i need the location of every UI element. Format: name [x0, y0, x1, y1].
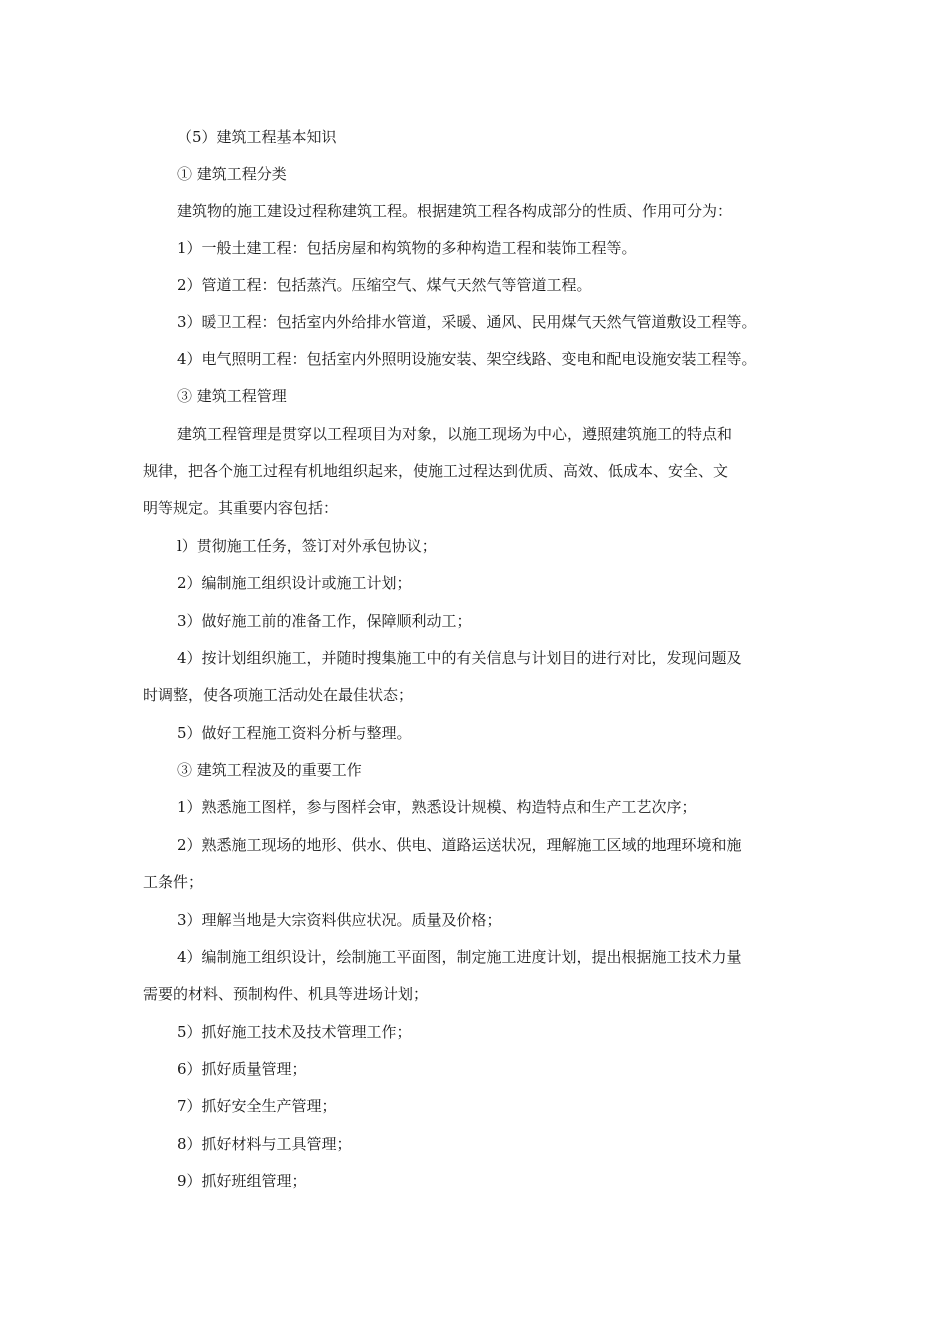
list-item: 8）抓好材料与工具管理；	[177, 1135, 352, 1153]
list-item: 1）熟悉施工图样，参与图样会审，熟悉设计规模、构造特点和生产工艺次序；	[177, 798, 697, 816]
list-item: 4）编制施工组织设计，绘制施工平面图，制定施工进度计划，提出根据施工技术力量	[177, 948, 742, 966]
list-item: 6）抓好质量管理；	[177, 1060, 307, 1078]
list-item: 1）一般土建工程：包括房屋和构筑物的多种构造工程和装饰工程等。	[177, 239, 637, 257]
list-item: 5）做好工程施工资料分析与整理。	[177, 724, 412, 742]
list-item: 2）熟悉施工现场的地形、供水、供电、道路运送状况，理解施工区域的地理环境和施	[177, 836, 742, 854]
paragraph-line: 明等规定。其重要内容包括：	[143, 499, 339, 517]
paragraph-line: 规律，把各个施工过程有机地组织起来，使施工过程达到优质、高效、低成本、安全、文	[143, 462, 729, 480]
paragraph-line: 建筑物的施工建设过程称建筑工程。根据建筑工程各构成部分的性质、作用可分为：	[177, 202, 733, 220]
subsection-heading: ① 建筑工程分类	[177, 165, 287, 183]
list-item: 3）暖卫工程：包括室内外给排水管道，采暖、通风、民用煤气天然气管道敷设工程等。	[177, 313, 757, 331]
list-item: 3）做好施工前的准备工作，保障顺利动工；	[177, 612, 472, 630]
paragraph-line: 建筑工程管理是贯穿以工程项目为对象，以施工现场为中心，遵照建筑施工的特点和	[177, 425, 733, 443]
subsection-heading: ③ 建筑工程管理	[177, 387, 287, 405]
list-item: 2）编制施工组织设计或施工计划；	[177, 574, 412, 592]
subsection-heading: ③ 建筑工程波及的重要工作	[177, 761, 362, 779]
section-heading: （5）建筑工程基本知识	[177, 128, 337, 146]
list-item: 3）理解当地是大宗资料供应状况。质量及价格；	[177, 911, 502, 929]
list-item: 9）抓好班组管理；	[177, 1172, 307, 1190]
list-item: 7）抓好安全生产管理；	[177, 1097, 337, 1115]
list-item-continuation: 工条件；	[143, 873, 204, 891]
list-item: l）贯彻施工任务，签订对外承包协议；	[177, 537, 437, 555]
list-item: 2）管道工程：包括蒸汽。压缩空气、煤气天然气等管道工程。	[177, 276, 592, 294]
list-item-continuation: 需要的材料、预制构件、机具等进场计划；	[143, 985, 429, 1003]
list-item: 5）抓好施工技术及技术管理工作；	[177, 1023, 412, 1041]
list-item: 4）按计划组织施工，并随时搜集施工中的有关信息与计划目的进行对比，发现问题及	[177, 649, 742, 667]
list-item-continuation: 时调整，使各项施工活动处在最佳状态；	[143, 686, 414, 704]
list-item: 4）电气照明工程：包括室内外照明设施安装、架空线路、变电和配电设施安装工程等。	[177, 350, 757, 368]
